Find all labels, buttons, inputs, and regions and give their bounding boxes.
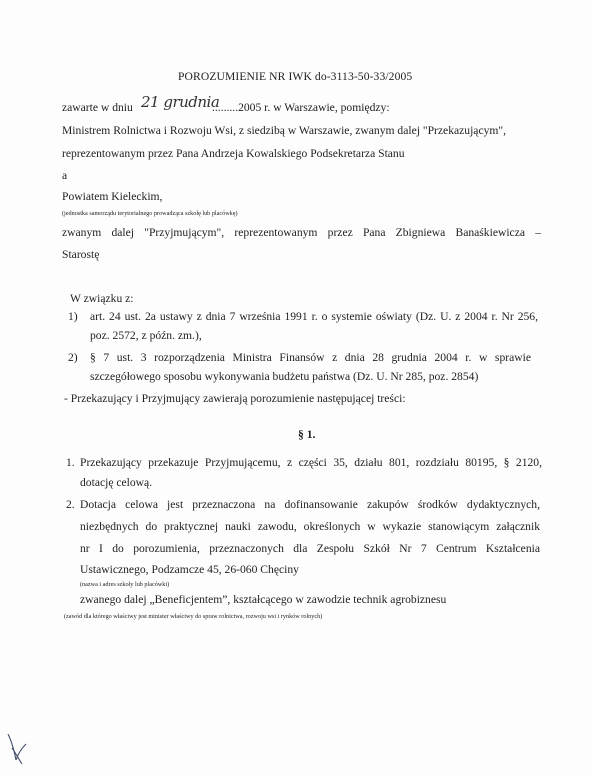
party2-line2: Starostę [62,248,100,261]
context-item-line: art. 24 ust. 2a ustawy z dnia 7 września 1991 r. o systemie oświaty (Dz. U. z 2004 r. Nr 256, [90,310,538,323]
point-number: 2. [66,498,75,511]
party2-line1: zwanym dalej "Przyjmującym", reprezentowanym przez Pana Zbigniewa Banaśkiewicza – [62,226,541,239]
intro-prefix: zawarte w dniu [62,101,133,114]
party2-name: Powiatem Kieleckim, [62,190,163,203]
context-item-number: 2) [68,351,78,364]
party1-line2: reprezentowanym przez Pana Andrzeja Kowalskiego Podsekretarza Stanu [62,147,405,160]
context-item-line: szczegółowego sposobu wykonywania budżetu państwa (Dz. U. Nr 285, poz. 2854) [90,370,479,383]
point-number: 1. [66,456,75,469]
point-line: niezbędnych do praktycznej nauki zawodu, określonych w wykazie stanowiącym załącznik [80,520,540,533]
intro-suffix: .........2005 r. w Warszawie, pomiędzy: [212,101,390,114]
context-item-number: 1) [68,310,78,323]
context-heading: W związku z: [70,292,134,305]
document-title: POROZUMIENIE NR IWK do-3113-50-33/2005 [178,70,413,83]
context-item-line: poz. 2572, z późn. zm.), [90,329,202,342]
point-line: Przekazujący przekazuje Przyjmującemu, z części 35, działu 801, rozdziału 80195, § 2120, [80,456,542,469]
handwritten-date: 21 grudnia [141,93,220,111]
point-line: nr I do porozumienia, przeznaczonych dla Zespołu Szkół Nr 7 Centrum Kształcenia [80,542,540,555]
beneficiary-line: zwanego dalej „Beneficjentem”, kształcącego w zawodzie technik agrobiznesu [80,593,447,606]
profession-note: (zawód dla którego właściwy jest minister właściwy do spraw rolnictwa, rozwoju wsi i rynków rolnych) [64,613,323,620]
context-conclusion: - Przekazujący i Przyjmujący zawierają porozumienie następującej treści: [64,392,406,405]
point-line: Ustawicznego, Podzamcze 45, 26-060 Chęciny [80,563,299,576]
school-note: (nazwa i adres szkoły lub placówki) [80,581,170,588]
section-heading: § 1. [298,428,316,441]
party1-line1: Ministrem Rolnictwa i Rozwoju Wsi, z siedzibą w Warszawie, zwanym dalej "Przekazującym", [62,124,507,137]
party2-note: (jednostka samorządu terytorialnego prowadząca szkołę lub placówkę) [62,210,238,217]
initials-signature-mark [4,728,30,768]
context-item-line: § 7 ust. 3 rozporządzenia Ministra Finansów z dnia 28 grudnia 2004 r. w sprawie [90,351,531,364]
point-line: Dotacja celowa jest przeznaczona na dofinansowanie zakupów środków dydaktycznych, [80,498,540,511]
point-line: dotację celową. [80,476,153,489]
conjunction: a [62,169,68,182]
